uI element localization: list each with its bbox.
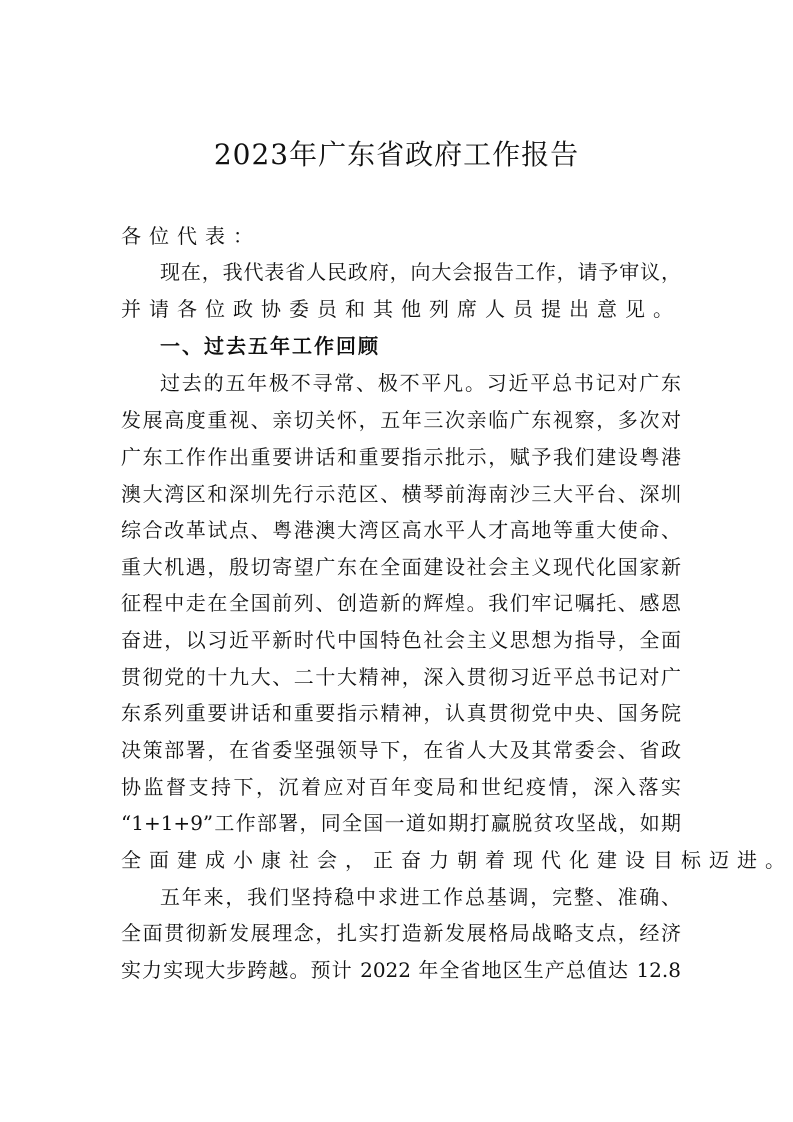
paragraph-line: 协监督支持下，沉着应对百年变局和世纪疫情，深入落实 <box>121 775 681 799</box>
paragraph-line: 实力实现大步跨越。预计 2022 年全省地区生产总值达 12.8 <box>121 958 681 982</box>
paragraph-line: 全面建成小康社会，正奋力朝着现代化建设目标迈进。 <box>121 848 793 872</box>
paragraph-line: 东系列重要讲话和重要指示精神，认真贯彻党中央、国务院 <box>121 701 681 725</box>
paragraph-line: 决策部署，在省委坚强领导下，在省人大及其常委会、省政 <box>121 738 681 762</box>
paragraph-line: 发展高度重视、亲切关怀，五年三次亲临广东视察，多次对 <box>121 408 681 432</box>
paragraph-line: 广东工作作出重要讲话和重要指示批示，赋予我们建设粤港 <box>121 445 681 469</box>
paragraph-line: 征程中走在全国前列、创造新的辉煌。我们牢记嘱托、感恩 <box>121 591 681 615</box>
paragraph-line: 五年来，我们坚持稳中求进工作总基调，完整、准确、 <box>160 885 681 909</box>
paragraph-line: 全面贯彻新发展理念，扎实打造新发展格局战略支点，经济 <box>121 921 681 945</box>
paragraph-line: 贯彻党的十九大、二十大精神，深入贯彻习近平总书记对广 <box>121 665 681 689</box>
section-heading: 一、过去五年工作回顾 <box>160 334 380 358</box>
paragraph-line: 澳大湾区和深圳先行示范区、横琴前海南沙三大平台、深圳 <box>121 482 681 506</box>
paragraph-line: “1+1+9”工作部署，同全国一道如期打赢脱贫攻坚战，如期 <box>121 811 681 835</box>
paragraph-line: 并请各位政协委员和其他列席人员提出意见。 <box>121 297 681 321</box>
paragraph-line: 综合改革试点、粤港澳大湾区高水平人才高地等重大使命、 <box>121 518 681 542</box>
document-title: 2023年广东省政府工作报告 <box>213 138 580 171</box>
paragraph-line: 重大机遇，殷切寄望广东在全面建设社会主义现代化国家新 <box>121 555 681 579</box>
paragraph-line: 过去的五年极不寻常、极不平凡。习近平总书记对广东 <box>160 371 681 395</box>
salutation: 各位代表： <box>121 224 261 248</box>
paragraph-line: 奋进，以习近平新时代中国特色社会主义思想为指导，全面 <box>121 628 681 652</box>
paragraph-line: 现在，我代表省人民政府，向大会报告工作，请予审议， <box>160 260 681 284</box>
